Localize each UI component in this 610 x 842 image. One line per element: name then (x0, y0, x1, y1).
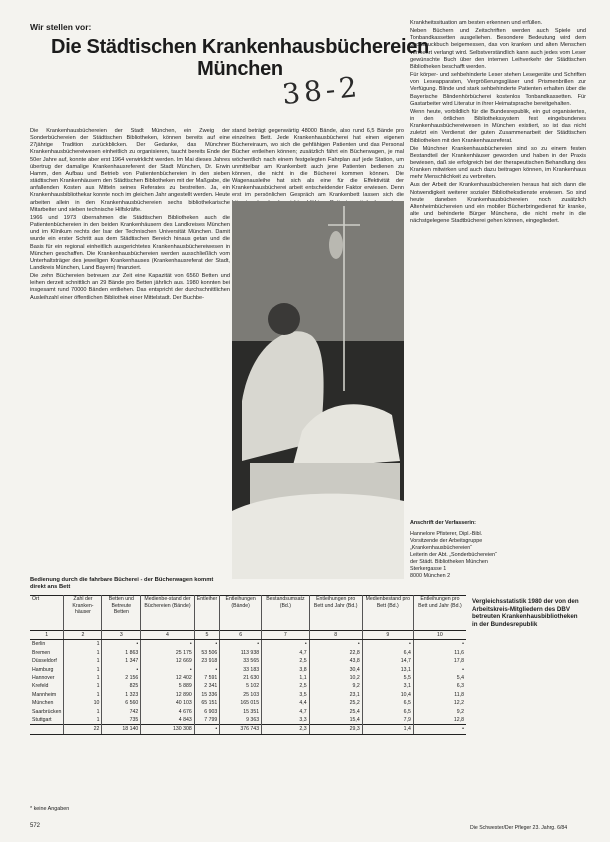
column-header: Betten und Betreute Betten (102, 596, 141, 631)
column-number: 10 (413, 631, 466, 640)
table-cell: 12 402 (141, 674, 195, 682)
table-cell: 18 140 (102, 725, 141, 734)
table-cell: Hamburg (32, 666, 54, 673)
table-cell: 1 863 (102, 649, 141, 657)
table-cell: 53 506 (194, 649, 219, 657)
table-cell: 735 (102, 716, 141, 725)
table-row (30, 649, 466, 657)
paragraph: Wenn heute, vorbildlich für die Bundesrepublik, ein gut organisiertes, in den örtlichen Bibliothekssystem fest eingebundenes Krankenhausbüchereiwesen in München existiert, so ist das nicht zuletzt ein Verdienst der guten Zusammenarbeit der Städtischen Bibliotheken mit den Krankenhausreferat. (410, 108, 586, 144)
table-cell: Stuttgart (32, 717, 52, 724)
table-cell: 1,1 (262, 674, 310, 682)
table-cell: 25 103 (220, 691, 262, 699)
table-row (30, 725, 466, 734)
table-cell: • (141, 666, 195, 674)
column-number: 3 (102, 631, 141, 640)
table-cell: 10,2 (309, 674, 362, 682)
paragraph: 1966 und 1973 übernahmen die Städtischen Bibliotheken auch die Patientenbüchereien in den beiden Krankenhäusern des Landkreises München und im Klinikum rechts der Isar der Technischen Universität München. Damit wurde ein erster Schritt aus dem Städtischen Bereich hinaus getan und die Basis für ein regional einheitlich ausgerichtetes Krankenhausbüchereiwesen in München geschaffen. Die Krankenhausbüchereien werden ausschließlich vom Unterhaltsträger des jeweiligen Krankenhauses (Krankenhausreferat der Stadt, Landkreis München, Land Bayern) finanziert. (30, 214, 230, 271)
table-cell: 43,8 (309, 657, 362, 665)
table-cell: 7 591 (194, 674, 219, 682)
table-cell: 25,4 (309, 708, 362, 716)
article-column-1 (30, 128, 230, 303)
table-cell: 65 151 (194, 699, 219, 707)
table-cell: 2 341 (194, 682, 219, 690)
table-cell: 3,5 (262, 691, 310, 699)
table-cell: 12 890 (141, 691, 195, 699)
table-cell: 11,8 (413, 691, 466, 699)
table-cell: 14,7 (362, 657, 413, 665)
table-cell: 2 156 (102, 674, 141, 682)
table-cell: 4,7 (262, 708, 310, 716)
table-cell: 29,3 (309, 725, 362, 734)
author-line: „Krankenhausbüchereien“ (410, 545, 473, 551)
table-cell: 3,8 (262, 666, 310, 674)
table-cell: • (309, 640, 362, 649)
table-cell: 25 175 (141, 649, 195, 657)
table-footnote: * keine Angaben (30, 806, 70, 812)
column-header: Bestandsumsatz (Bd.) (262, 596, 310, 631)
table-cell: 1 (64, 716, 102, 725)
table-cell: • (413, 640, 466, 649)
author-line: Sterkergasse 1 (410, 566, 447, 572)
table-cell: • (362, 640, 413, 649)
table-cell: • (413, 666, 466, 674)
table-row (30, 691, 466, 699)
photo-illustration (232, 201, 404, 579)
table-cell: Krefeld (32, 683, 49, 690)
kicker: Wir stellen vor: (30, 22, 92, 32)
column-header: Medienbestand pro Bett (Bd.) (362, 596, 413, 631)
table-cell: 6 560 (102, 699, 141, 707)
table-cell: Bremen (32, 649, 51, 656)
table-cell: 1 (64, 674, 102, 682)
table-cell: 25,2 (309, 699, 362, 707)
publication-source: Die Schwester/Der Pfleger 23. Jahrg. 6/84 (470, 825, 568, 831)
table-cell: 6 903 (194, 708, 219, 716)
data-table (30, 595, 466, 735)
column-number: 2 (64, 631, 102, 640)
table-cell: 825 (102, 682, 141, 690)
table-cell: 33 565 (220, 657, 262, 665)
author-address-box (410, 520, 580, 580)
column-number: 9 (362, 631, 413, 640)
author-line: Hannelore Pfisterer, Dipl.-Bibl. (410, 531, 483, 537)
column-number: 4 (141, 631, 195, 640)
table-cell: 1,4 (362, 725, 413, 734)
table-cell: 15 336 (194, 691, 219, 699)
table-cell: 6,3 (413, 682, 466, 690)
photo-book-trolley (232, 201, 404, 579)
table-cell: 13,1 (362, 666, 413, 674)
table-cell: 5 102 (220, 682, 262, 690)
paragraph: Krankheitssituation am besten erkennen und erfüllen. (410, 20, 543, 26)
table-cell: • (194, 725, 219, 734)
table-cell: 5 889 (141, 682, 195, 690)
table-cell: 1 347 (102, 657, 141, 665)
table-cell: 9,2 (309, 682, 362, 690)
table-cell: • (194, 640, 219, 649)
table-row (30, 699, 466, 707)
article-column-3 (410, 20, 586, 226)
table-cell: 15 351 (220, 708, 262, 716)
paragraph: stand beträgt gegenwärtig 48000 Bände, also rund 6,5 Bände pro einzelnes Bett. Jede Krankenhausbücherei hat einen eigenen Büchereiraum, wo sich die gehfähigen Patienten und das Personal Bücher entleihen können; zusätzlich fährt ein Bücherwagen, je mal wöchentlich nach einem festgelegten Fahrplan auf jede Station, um unmittelbar am Krankenbett auch jene Patienten bedienen zu können, die nicht in die Bücherei kommen können. Die Wagenausleihe hat sich als eine für die Effektivität der Krankenhausbücherei arbeit entscheidender Faktor erwiesen. Denn erst im persönlichen Gespräch am Krankenbett lassen sich die (232, 128, 404, 199)
table-cell: 12 669 (141, 657, 195, 665)
table-cell: 11,6 (413, 649, 466, 657)
table-cell: 1 (64, 708, 102, 716)
table-cell: • (413, 725, 466, 734)
table-cell: 7 799 (194, 716, 219, 725)
column-header: Ort (32, 596, 40, 602)
column-header: Entleihungen pro Bett und Jahr (Bd.) (413, 596, 466, 631)
table-cell: 10 (64, 699, 102, 707)
table-cell: 7,9 (362, 716, 413, 725)
author-line: Leiterin der Abt. „Sonderbüchereien“ (410, 552, 497, 558)
column-header: Entleihungen (Bände) (220, 596, 262, 631)
table-row (30, 708, 466, 716)
table-header-row (30, 596, 466, 631)
table-cell: 10,4 (362, 691, 413, 699)
table-cell: 6,5 (362, 708, 413, 716)
table-cell: 376 743 (220, 725, 262, 734)
table-cell: 33 183 (220, 666, 262, 674)
table-row (30, 657, 466, 665)
table-cell: • (220, 640, 262, 649)
table-cell: Berlin (32, 641, 46, 648)
table-cell: 12,2 (413, 699, 466, 707)
table-caption: Vergleichsstatistik 1980 der von den Arbeitskreis-Mitgliedern des DBV betreuten Krankenhausbibliotheken in der Bundesrepublik (472, 598, 579, 628)
table-cell: 165 015 (220, 699, 262, 707)
table-cell: 4,4 (262, 699, 310, 707)
paragraph: Die Krankenhausbüchereien der Stadt München, ein Zweig der Sonderbüchereien der Städtischen Bibliotheken, können bereits auf eine 27jährige Tradition zurückblicken. Der Gedanke, das Münchner Krankenhausbüchereiwesen einheitlich zu organisieren, taucht bereits Ende der 50er Jahre auf, konnte aber erst 1964 verwirklicht werden. Im Mai dieses Jahres übertrug der damalige Krankenhausreferent der Stadt München, Dr. Erwin Hamm, den Aufbau und Betrieb von Patientenbüchereien in den sieben städtischen Krankenhäusern den Städtischen Bibliotheken mit der Maßgabe, die anfallenden Kosten aus Mitteln seines Referates zu bestreiten. Ja, ein Krankenhausbibliothekar konnte noch im gleichen Jahr angestellt werden. Heute arbeiten allein in den Krankenhausbüchereien sechs bibliothekarische Mitarbeiter und sieben technische Hilfskräfte. (30, 128, 230, 213)
table-cell: 4 676 (141, 708, 195, 716)
author-line: 8000 München 2 (410, 573, 451, 579)
table-row (30, 640, 466, 649)
column-number: 6 (220, 631, 262, 640)
table-cell: 113 938 (220, 649, 262, 657)
table-cell: 1 (64, 640, 102, 649)
column-number-row (30, 631, 466, 640)
table-cell: 23 918 (194, 657, 219, 665)
table-cell: 1 323 (102, 691, 141, 699)
table-cell: 2,3 (262, 725, 310, 734)
table-cell: 9 363 (220, 716, 262, 725)
page-title: Die Städtischen Krankenhausbüchereien München (51, 36, 429, 80)
table-cell: 4,7 (262, 649, 310, 657)
column-header: Zahl der Kranken-häuser (64, 596, 102, 631)
table-cell: 742 (102, 708, 141, 716)
table-cell: 22 (64, 725, 102, 734)
table-cell: 5,5 (362, 674, 413, 682)
table-cell: München (32, 700, 54, 707)
table-cell: 6,4 (362, 649, 413, 657)
table-cell: 130 308 (141, 725, 195, 734)
column-header: Medienbe-stand der Büchereien (Bände) (141, 596, 195, 631)
table-row (30, 674, 466, 682)
paragraph: Für körper- und sehbehinderte Leser stehen Lesegeräte und Schriften von Leseapparaten, Vergrößerungsgläser und Prismenbrillen zur Verfügung. Blinde und stark sehbehinderte Patienten erhalten über die Bayerische Blindenhörbücherei kostenlos Tonbandkassetten. Für Gastarbeiter wird Literatur in ihrer Heimatsprache bereitgehalten. (410, 72, 586, 107)
table-cell (30, 725, 64, 734)
table-cell: 22,8 (309, 649, 362, 657)
table-cell: 4 843 (141, 716, 195, 725)
paragraph: Neben Büchern und Zeitschriften werden auch Spiele und Tonbandkassetten ausgeliehen. Besondere Bedeutung wird dem Großdruckbuch beigemessen, das von kranken und alten Menschen vermehrt verlangt wird. Selbstverständlich kann auch jedes vom Leser gewünschte Buch über den internen Leihverkehr der Städtischen Bibliotheken beschafft werden. (410, 28, 586, 70)
table-cell: • (102, 640, 141, 649)
table-cell: 5,4 (413, 674, 466, 682)
table-row (30, 666, 466, 674)
column-number: 1 (30, 631, 64, 640)
table-cell: 9,2 (413, 708, 466, 716)
table-cell: • (102, 666, 141, 674)
photo-caption: Bedienung durch die fahrbare Bücherei - der Bücherwagen kommt direkt ans Bett (30, 577, 214, 591)
table-cell: Hannover (32, 675, 55, 682)
page-number: 572 (30, 823, 41, 829)
table-cell: 3,1 (362, 682, 413, 690)
column-header: Entleiher (194, 596, 219, 631)
table-cell: Saarbrücken (32, 708, 62, 715)
author-line: Vorsitzende der Arbeitsgruppe (410, 538, 483, 544)
table-cell: • (194, 666, 219, 674)
paragraph: Aus der Arbeit der Krankenhausbüchereien heraus hat sich dann die Notwendigkeit weiterer sozialer Bibliotheksdienste erwiesen. So sind heute daneben Krankenhausbüchereien noch zusätzlich Altenheimbüchereien und ein mobiler Bücherbringedienst für kranke, alte und behinderte Bürger Münchens, die nicht mehr in die nächstgelegene Stadtbücherei gehen können, eingegliedert. (410, 182, 586, 225)
table-cell: 2,5 (262, 682, 310, 690)
table-cell: 30,4 (309, 666, 362, 674)
column-number: 7 (262, 631, 310, 640)
table-cell: 17,8 (413, 657, 466, 665)
table-cell: 15,4 (309, 716, 362, 725)
table-cell: 21 630 (220, 674, 262, 682)
table-cell: 1 (64, 666, 102, 674)
table-cell: Mannheim (32, 691, 57, 698)
table-cell: • (262, 640, 310, 649)
table-cell: Düsseldorf (32, 658, 57, 665)
table-row (30, 682, 466, 690)
table-cell: 1 (64, 682, 102, 690)
table-cell: 1 (64, 657, 102, 665)
table-cell: 3,3 (262, 716, 310, 725)
author-heading: Anschrift der Verfasserin: (410, 520, 476, 526)
paragraph: Die zehn Büchereien betreuen zur Zeit eine Kapazität von 6560 Betten und leihen derzeit schnittlich an 29 Bände pro Betten jährlich aus. 1980 konnten bei insgesamt rund 70000 Bänden entliehen. Das entspricht der durchschnittlichen Ausleihzahl einer öffentlichen Bibliothek einer Mittelstadt. Der Buchbe- (30, 273, 230, 301)
table-cell: 2,5 (262, 657, 310, 665)
column-header: Entleihungen pro Bett und Jahr (Bd.) (309, 596, 362, 631)
paragraph: Die Münchner Krankenhausbüchereien sind so zu einem festen Bestandteil der Krankenhäuser geworden und haben in der Praxis bewiesen, daß sie erfolgreich bei der therapeutischen Behandlung des Kranken mitwirken und auch dazu beitragen können, im Krankenhaus mehr Menschlichkeit zu verbreiten. (410, 145, 586, 181)
table-cell: 6,5 (362, 699, 413, 707)
column-number: 5 (194, 631, 219, 640)
table-cell: 1 (64, 649, 102, 657)
table-cell: • (141, 640, 195, 649)
table-cell: 23,1 (309, 691, 362, 699)
author-line: der Städt. Bibliotheken München (410, 559, 488, 565)
handwritten-note: 38-2 (280, 69, 363, 112)
table-row (30, 716, 466, 725)
table-cell: 12,8 (413, 716, 466, 725)
table-cell: 40 103 (141, 699, 195, 707)
statistics-table (30, 595, 466, 735)
table-cell: 1 (64, 691, 102, 699)
column-number: 8 (309, 631, 362, 640)
